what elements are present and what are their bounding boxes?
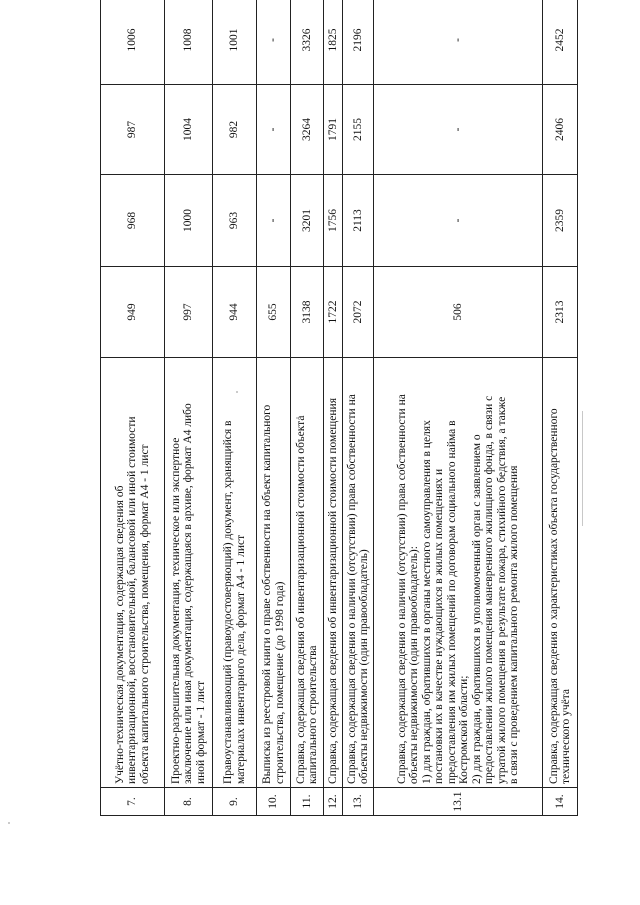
row-value-4: 1008: [165, 0, 213, 85]
row-value-2: 3201: [291, 175, 324, 267]
row-value-1: 655: [257, 267, 291, 358]
row-value-1: 506: [374, 267, 543, 358]
fee-table: [100, 0, 578, 816]
row-value-4: 1006: [101, 0, 165, 85]
table-row: [374, 0, 543, 816]
table-row: [543, 0, 578, 816]
row-number: 10.: [257, 788, 291, 816]
table-row: [257, 0, 291, 816]
row-value-1: 3138: [291, 267, 324, 358]
row-description: Справка, содержащая сведения о наличии (отсутствии) права собственности на объекты недвижимости (один правообладатель): 1) для граждан, обратившихся в органы местного самоуправления в целях постановки их в качестве нуждающихся в жилых помещениях и предоставления им жилых помещений по договорам социального найма в Костромской области; 2) для граждан, обратившихся в уполномоченный орган с заявлением о предоставлении жилого помещения маневренного жилищного фонда, в связи с утратой жилого помещения в результате пожара, стихийного бедствия, а также в связи с проведением капитального ремонта жилого помещения: [374, 358, 543, 788]
row-value-3: 987: [101, 85, 165, 175]
row-number: 8.: [165, 788, 213, 816]
row-value-3: 1004: [165, 85, 213, 175]
row-value-1: 2072: [343, 267, 374, 358]
row-value-2: 963: [213, 175, 257, 267]
scan-mark-line: [582, 411, 583, 526]
row-value-2: 968: [101, 175, 165, 267]
row-number: 12.: [324, 788, 343, 816]
row-value-2: -: [374, 175, 543, 267]
row-value-2: -: [257, 175, 291, 267]
row-description: Справка, содержащая сведения о наличии (отсутствии) права собственности на объекты недвижимости (один правообладатель): [343, 358, 374, 788]
table-row: [101, 0, 165, 816]
row-value-3: -: [374, 85, 543, 175]
row-value-2: 1000: [165, 175, 213, 267]
row-description: Справка, содержащая сведения об инвентаризационной стоимости помещения: [324, 358, 343, 788]
row-number: 7.: [101, 788, 165, 816]
row-description: Выписка из реестровой книги о праве собственности на объект капитального строительства, помещение (до 1998 года): [257, 358, 291, 788]
row-description: Правоустанавливающий (правоудостоверяющий) документ, хранящийся в материалах инвентарного дела, формат А4 - 1 лист: [213, 358, 257, 788]
row-number: 11.: [291, 788, 324, 816]
row-value-2: 2113: [343, 175, 374, 267]
scan-dot: [8, 822, 10, 824]
table-row: [291, 0, 324, 816]
row-value-1: 997: [165, 267, 213, 358]
row-value-2: 2359: [543, 175, 578, 267]
row-value-3: -: [257, 85, 291, 175]
row-description: Справка, содержащая сведения об инвентаризационной стоимости объекта капитального строительства: [291, 358, 324, 788]
row-value-4: 1825: [324, 0, 343, 85]
row-value-4: 3326: [291, 0, 324, 85]
row-value-4: 1001: [213, 0, 257, 85]
row-value-1: 2313: [543, 267, 578, 358]
row-value-2: 1756: [324, 175, 343, 267]
row-value-3: 3264: [291, 85, 324, 175]
row-value-3: 2155: [343, 85, 374, 175]
row-description: Учётно-техническая документация, содержащая сведения об инвентаризационной, восстановительной, балансовой или иной стоимости объекта капитального строительства, помещения, формат А4 - 1 лист: [101, 358, 165, 788]
row-value-4: -: [374, 0, 543, 85]
row-value-1: 944: [213, 267, 257, 358]
row-value-1: 1722: [324, 267, 343, 358]
row-value-4: 2196: [343, 0, 374, 85]
row-description: Проектно-разрешительная документация, техническое или экспертное заключение или иная документация, содержащаяся в архиве, формат А4 либо иной формат - 1 лист: [165, 358, 213, 788]
row-value-4: 2452: [543, 0, 578, 85]
row-value-3: 982: [213, 85, 257, 175]
table-row: [165, 0, 213, 816]
table-row: [324, 0, 343, 816]
row-value-3: 1791: [324, 85, 343, 175]
row-value-3: 2406: [543, 85, 578, 175]
row-number: 13.: [343, 788, 374, 816]
row-description: Справка, содержащая сведения о характеристиках объекта государственного технического учёта: [543, 358, 578, 788]
row-number: 9.: [213, 788, 257, 816]
table-row: [213, 0, 257, 816]
table-row: [343, 0, 374, 816]
row-number: 13.1: [374, 788, 543, 816]
row-value-1: 949: [101, 267, 165, 358]
row-value-4: -: [257, 0, 291, 85]
row-number: 14.: [543, 788, 578, 816]
